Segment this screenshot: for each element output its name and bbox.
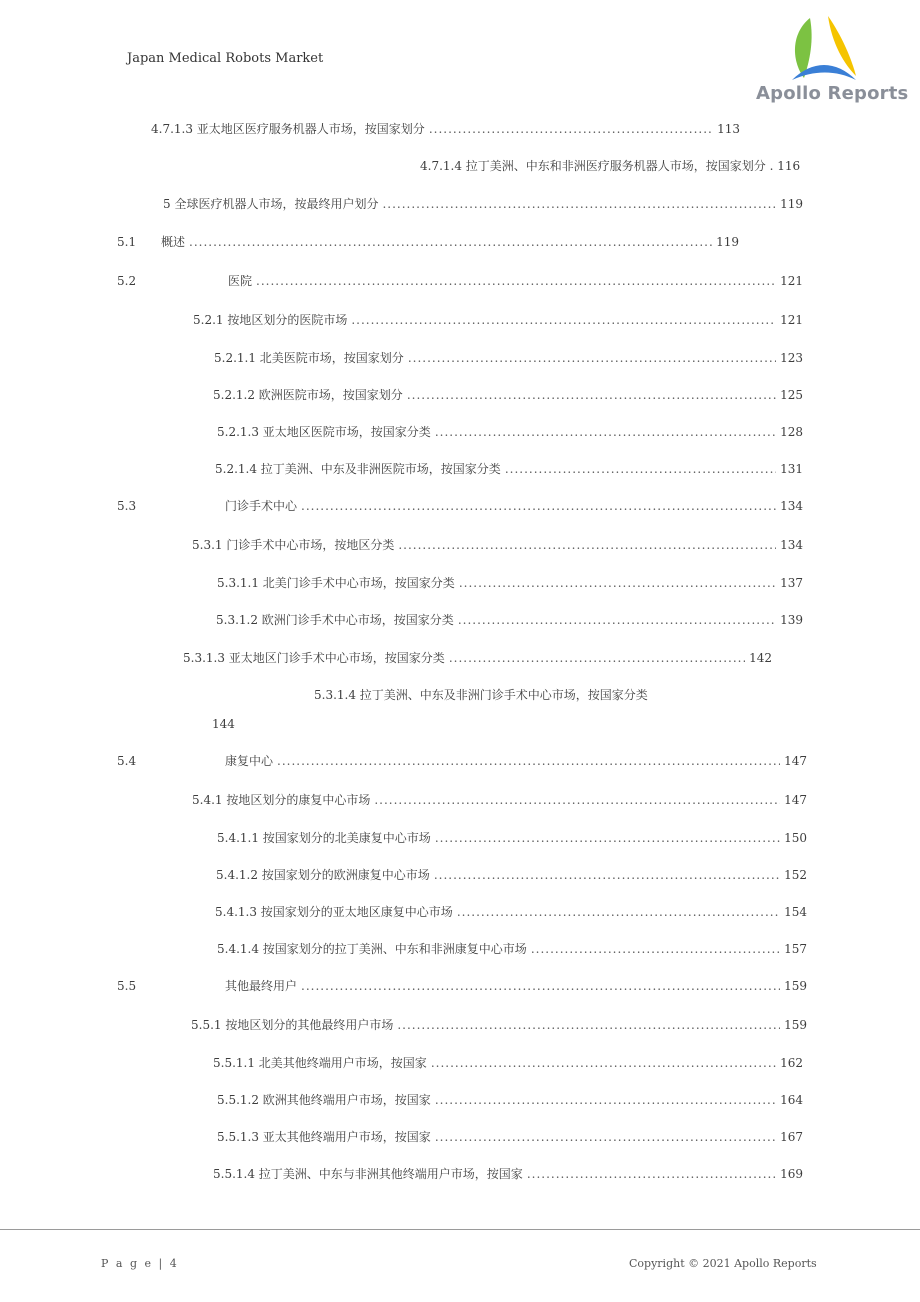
toc-entry-title: 5.4.1.4 按国家划分的拉丁美洲、中东和非洲康复中心市场 bbox=[217, 942, 527, 956]
toc-entry-page-wrapped: 144 bbox=[212, 717, 235, 731]
toc-leader-dots bbox=[457, 904, 780, 920]
toc-entry-page: 119 bbox=[716, 235, 739, 249]
toc-entry-page: 137 bbox=[780, 576, 803, 590]
toc-leader-dots bbox=[531, 941, 780, 957]
toc-entry-page: 142 bbox=[749, 651, 772, 665]
footer-copyright: Copyright © 2021 Apollo Reports bbox=[629, 1257, 817, 1270]
toc-entry[interactable] bbox=[228, 273, 803, 289]
toc-section-number: 5.2 bbox=[117, 274, 137, 288]
toc-entry-title: 概述 bbox=[161, 235, 186, 249]
toc-entry-page: 128 bbox=[780, 425, 803, 439]
toc-entry-title: 5.5.1.2 欧洲其他终端用户市场，按国家 bbox=[217, 1093, 431, 1107]
toc-entry-page: 121 bbox=[780, 313, 803, 327]
toc-leader-dots bbox=[301, 498, 776, 514]
toc-entry-title: 门诊手术中心 bbox=[225, 499, 298, 513]
toc-entry[interactable] bbox=[217, 575, 803, 591]
toc-leader-dots bbox=[459, 575, 776, 591]
toc-entry-page: 147 bbox=[784, 793, 807, 807]
toc-entry[interactable] bbox=[213, 1166, 803, 1182]
toc-entry[interactable] bbox=[163, 196, 803, 212]
toc-entry-page: 147 bbox=[784, 754, 807, 768]
toc-entry-title: 5.2.1.1 北美医院市场，按国家划分 bbox=[214, 351, 404, 365]
toc-entry-page: 157 bbox=[784, 942, 807, 956]
toc-leader-dots bbox=[527, 1166, 776, 1182]
toc-entry[interactable] bbox=[191, 1017, 807, 1033]
toc-entry[interactable] bbox=[214, 350, 803, 366]
apollo-reports-logo bbox=[752, 14, 909, 109]
toc-entry-title: 5.3.1.3 亚太地区门诊手术中心市场，按国家分类 bbox=[183, 651, 445, 665]
toc-leader-dots bbox=[189, 234, 712, 250]
toc-entry-title: 5.4.1.3 按国家划分的亚太地区康复中心市场 bbox=[215, 905, 453, 919]
toc-leader-dots bbox=[435, 1092, 776, 1108]
toc-entry-page: 154 bbox=[784, 905, 807, 919]
toc-section-number: 5.4 bbox=[117, 754, 137, 768]
toc-entry[interactable] bbox=[151, 121, 740, 137]
toc-entry-title: 5.3.1 门诊手术中心市场，按地区分类 bbox=[192, 538, 395, 552]
toc-entry-title: 5.4.1 按地区划分的康复中心市场 bbox=[192, 793, 371, 807]
toc-entry-page: 125 bbox=[780, 388, 803, 402]
toc-entry-page: 167 bbox=[780, 1130, 803, 1144]
toc-leader-dots bbox=[398, 537, 776, 553]
toc-entry-title: 5.3.1.2 欧洲门诊手术中心市场，按国家分类 bbox=[216, 613, 454, 627]
footer-divider bbox=[0, 1229, 920, 1230]
toc-entry-title: 4.7.1.3 亚太地区医疗服务机器人市场，按国家划分 bbox=[151, 122, 425, 136]
logo-leaves-icon bbox=[752, 14, 894, 84]
toc-leader-dots bbox=[505, 461, 776, 477]
toc-entry-page: 152 bbox=[784, 868, 807, 882]
toc-section-number: 5.5 bbox=[117, 979, 137, 993]
toc-section-number: 5.1 bbox=[117, 235, 137, 249]
toc-entry-title: 5.5.1.1 北美其他终端用户市场，按国家 bbox=[213, 1056, 427, 1070]
toc-entry-title: 5.2.1.3 亚太地区医院市场，按国家分类 bbox=[217, 425, 431, 439]
toc-entry[interactable] bbox=[225, 753, 807, 769]
toc-leader-dots bbox=[256, 273, 776, 289]
toc-leader-dots bbox=[449, 650, 745, 666]
toc-entry[interactable] bbox=[215, 904, 807, 920]
toc-entry[interactable] bbox=[216, 612, 803, 628]
toc-entry-title: 4.7.1.4 拉丁美洲、中东和非洲医疗服务机器人市场，按国家划分 bbox=[420, 159, 766, 173]
toc-entry-title: 康复中心 bbox=[225, 754, 274, 768]
toc-entry[interactable] bbox=[225, 498, 803, 514]
toc-entry-page: 134 bbox=[780, 499, 803, 513]
toc-entry[interactable] bbox=[215, 461, 803, 477]
toc-entry[interactable] bbox=[225, 978, 807, 994]
toc-leader-dots bbox=[435, 424, 776, 440]
footer-page-number: P a g e | 4 bbox=[101, 1257, 179, 1270]
toc-entry-title: 5.4.1.1 按国家划分的北美康复中心市场 bbox=[217, 831, 431, 845]
toc-entry-page: 169 bbox=[780, 1167, 803, 1181]
toc-entry-title-wrapped[interactable]: 5.3.1.4 拉丁美洲、中东及非洲门诊手术中心市场，按国家分类 bbox=[314, 688, 648, 702]
toc-leader-dots bbox=[458, 612, 776, 628]
toc-entry-page: 131 bbox=[780, 462, 803, 476]
toc-leader-dots bbox=[408, 350, 776, 366]
toc-entry-title: 5.2.1.4 拉丁美洲、中东及非洲医院市场，按国家分类 bbox=[215, 462, 501, 476]
toc-entry-page: . 116 bbox=[769, 159, 801, 173]
toc-leader-dots bbox=[382, 196, 776, 212]
toc-entry-title: 5.4.1.2 按国家划分的欧洲康复中心市场 bbox=[216, 868, 430, 882]
toc-entry-page: 162 bbox=[780, 1056, 803, 1070]
toc-entry-title: 5.2.1 按地区划分的医院市场 bbox=[193, 313, 348, 327]
toc-entry-page: 123 bbox=[780, 351, 803, 365]
toc-leader-dots bbox=[397, 1017, 780, 1033]
toc-entry[interactable] bbox=[217, 1129, 803, 1145]
toc-entry-page: 164 bbox=[780, 1093, 803, 1107]
toc-leader-dots bbox=[434, 867, 780, 883]
toc-entry[interactable] bbox=[217, 941, 807, 957]
toc-leader-dots bbox=[435, 830, 780, 846]
toc-entry-title: 5.5.1.3 亚太其他终端用户市场，按国家 bbox=[217, 1130, 431, 1144]
toc-entry[interactable] bbox=[216, 867, 807, 883]
toc-entry-title: 5 全球医疗机器人市场，按最终用户划分 bbox=[163, 197, 379, 211]
toc-entry-page: 139 bbox=[780, 613, 803, 627]
toc-leader-dots bbox=[435, 1129, 776, 1145]
toc-entry-page: 150 bbox=[784, 831, 807, 845]
toc-leader-dots bbox=[407, 387, 776, 403]
toc-entry[interactable] bbox=[217, 424, 803, 440]
toc-entry[interactable] bbox=[193, 312, 803, 328]
toc-entry-title: 医院 bbox=[228, 274, 253, 288]
toc-leader-dots bbox=[374, 792, 780, 808]
toc-entry[interactable] bbox=[213, 1055, 803, 1071]
toc-entry[interactable] bbox=[213, 387, 803, 403]
toc-entry-page: 159 bbox=[784, 979, 807, 993]
toc-entry-page: 113 bbox=[717, 122, 740, 136]
toc-entry[interactable] bbox=[420, 158, 800, 174]
toc-entry[interactable] bbox=[217, 1092, 803, 1108]
toc-leader-dots bbox=[301, 978, 780, 994]
page-header-title: Japan Medical Robots Market bbox=[127, 51, 324, 66]
toc-entry[interactable] bbox=[192, 792, 807, 808]
toc-entry[interactable] bbox=[161, 234, 739, 250]
toc-leader-dots bbox=[431, 1055, 776, 1071]
toc-entry[interactable] bbox=[192, 537, 803, 553]
toc-entry-title: 5.5.1.4 拉丁美洲、中东与非洲其他终端用户市场，按国家 bbox=[213, 1167, 523, 1181]
toc-entry-title: 其他最终用户 bbox=[225, 979, 298, 993]
toc-entry-page: 119 bbox=[780, 197, 803, 211]
toc-entry-page: 134 bbox=[780, 538, 803, 552]
toc-leader-dots bbox=[351, 312, 776, 328]
toc-leader-dots bbox=[429, 121, 713, 137]
toc-entry-title: 5.2.1.2 欧洲医院市场，按国家划分 bbox=[213, 388, 403, 402]
toc-entry[interactable] bbox=[183, 650, 772, 666]
toc-entry-title: 5.5.1 按地区划分的其他最终用户市场 bbox=[191, 1018, 394, 1032]
toc-section-number: 5.3 bbox=[117, 499, 137, 513]
toc-entry-page: 121 bbox=[780, 274, 803, 288]
toc-leader-dots bbox=[277, 753, 780, 769]
toc-entry-title: 5.3.1.1 北美门诊手术中心市场，按国家分类 bbox=[217, 576, 455, 590]
logo-wordmark: Apollo Reports bbox=[756, 83, 909, 104]
toc-entry-page: 159 bbox=[784, 1018, 807, 1032]
toc-entry[interactable] bbox=[217, 830, 807, 846]
